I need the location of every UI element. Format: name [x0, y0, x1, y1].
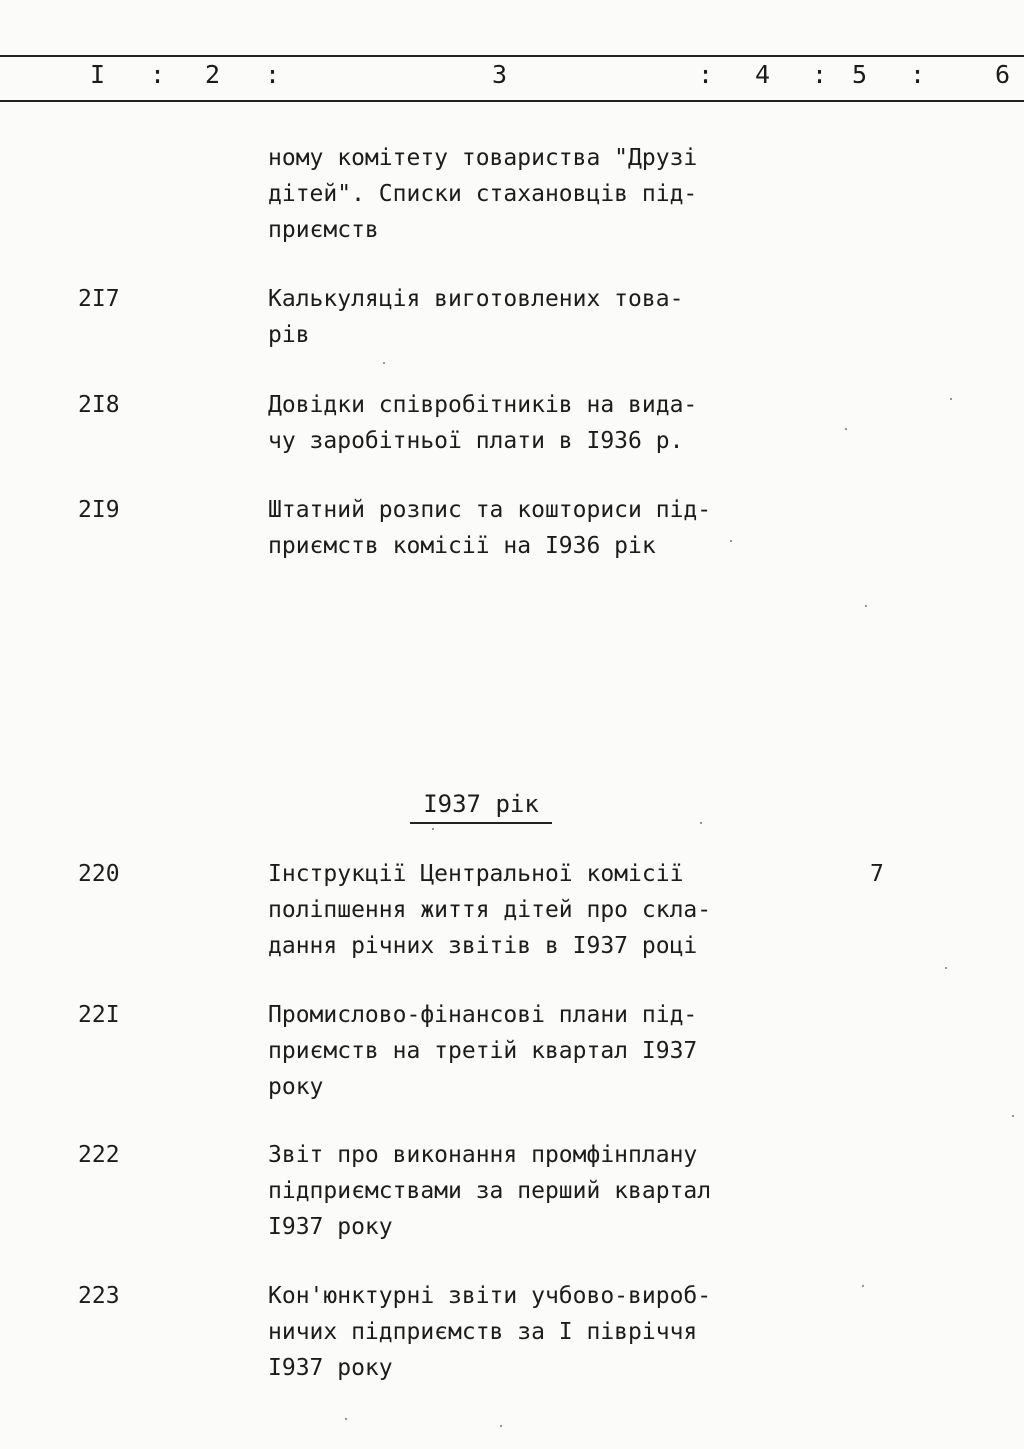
scan-speck [383, 362, 385, 364]
entry-number: 22I [78, 1002, 120, 1028]
column-header-1: I [90, 60, 106, 89]
entry-description: Довідки співробітників на вида- чу заробітньої плати в I936 р. [268, 392, 698, 454]
scan-speck [845, 428, 847, 430]
entry-number: 220 [78, 861, 120, 887]
entry-number: 2I8 [78, 392, 120, 418]
scan-speck [862, 1285, 864, 1287]
section-title: I937 рік [410, 786, 552, 824]
column-header-4: 4 [755, 60, 771, 89]
column-header-2: 2 [205, 60, 221, 89]
scan-speck [1012, 1115, 1014, 1117]
column-header-3: 3 [492, 60, 508, 89]
scan-speck [432, 828, 434, 830]
entry-page-count: 7 [870, 861, 884, 887]
scan-speck [865, 605, 867, 607]
header-bottom-rule [0, 100, 1024, 102]
column-separator: : [698, 60, 714, 89]
scan-speck [945, 967, 947, 969]
column-header-6: 6 [995, 60, 1011, 89]
scan-speck [345, 1418, 347, 1420]
entry-number: 2I9 [78, 497, 120, 523]
scan-speck [500, 1425, 502, 1427]
entry-number: 2I7 [78, 286, 120, 312]
entry-number: 222 [78, 1142, 120, 1168]
header-top-rule [0, 55, 1024, 57]
scan-speck [950, 398, 952, 400]
scan-speck [700, 822, 702, 824]
scan-speck [730, 540, 732, 542]
column-separator: : [150, 60, 166, 89]
entry-number: 223 [78, 1283, 120, 1309]
entry-description: Штатний розпис та кошториси під- приємств комісії на I936 рік [268, 497, 712, 559]
column-header-5: 5 [852, 60, 868, 89]
entry-description: ному комітету товариства "Друзі дітей". Списки стахановців під- приємств [268, 145, 698, 243]
entry-description: Промислово-фінансові плани під- приємств на третій квартал I937 року [268, 1002, 698, 1100]
column-separator: : [910, 60, 926, 89]
column-separator: : [265, 60, 281, 89]
entry-description: Калькуляція виготовлених това- рів [268, 286, 684, 348]
column-separator: : [812, 60, 828, 89]
entry-description: Кон'юнктурні звіти учбово-вироб- ничих підприємств за I півріччя I937 року [268, 1283, 712, 1381]
entry-description: Звіт про виконання промфінплану підприємствами за перший квартал I937 року [268, 1142, 712, 1240]
entry-description: Інструкції Центральної комісії поліпшення життя дітей про скла- дання річних звітів в I937 році [268, 861, 712, 959]
